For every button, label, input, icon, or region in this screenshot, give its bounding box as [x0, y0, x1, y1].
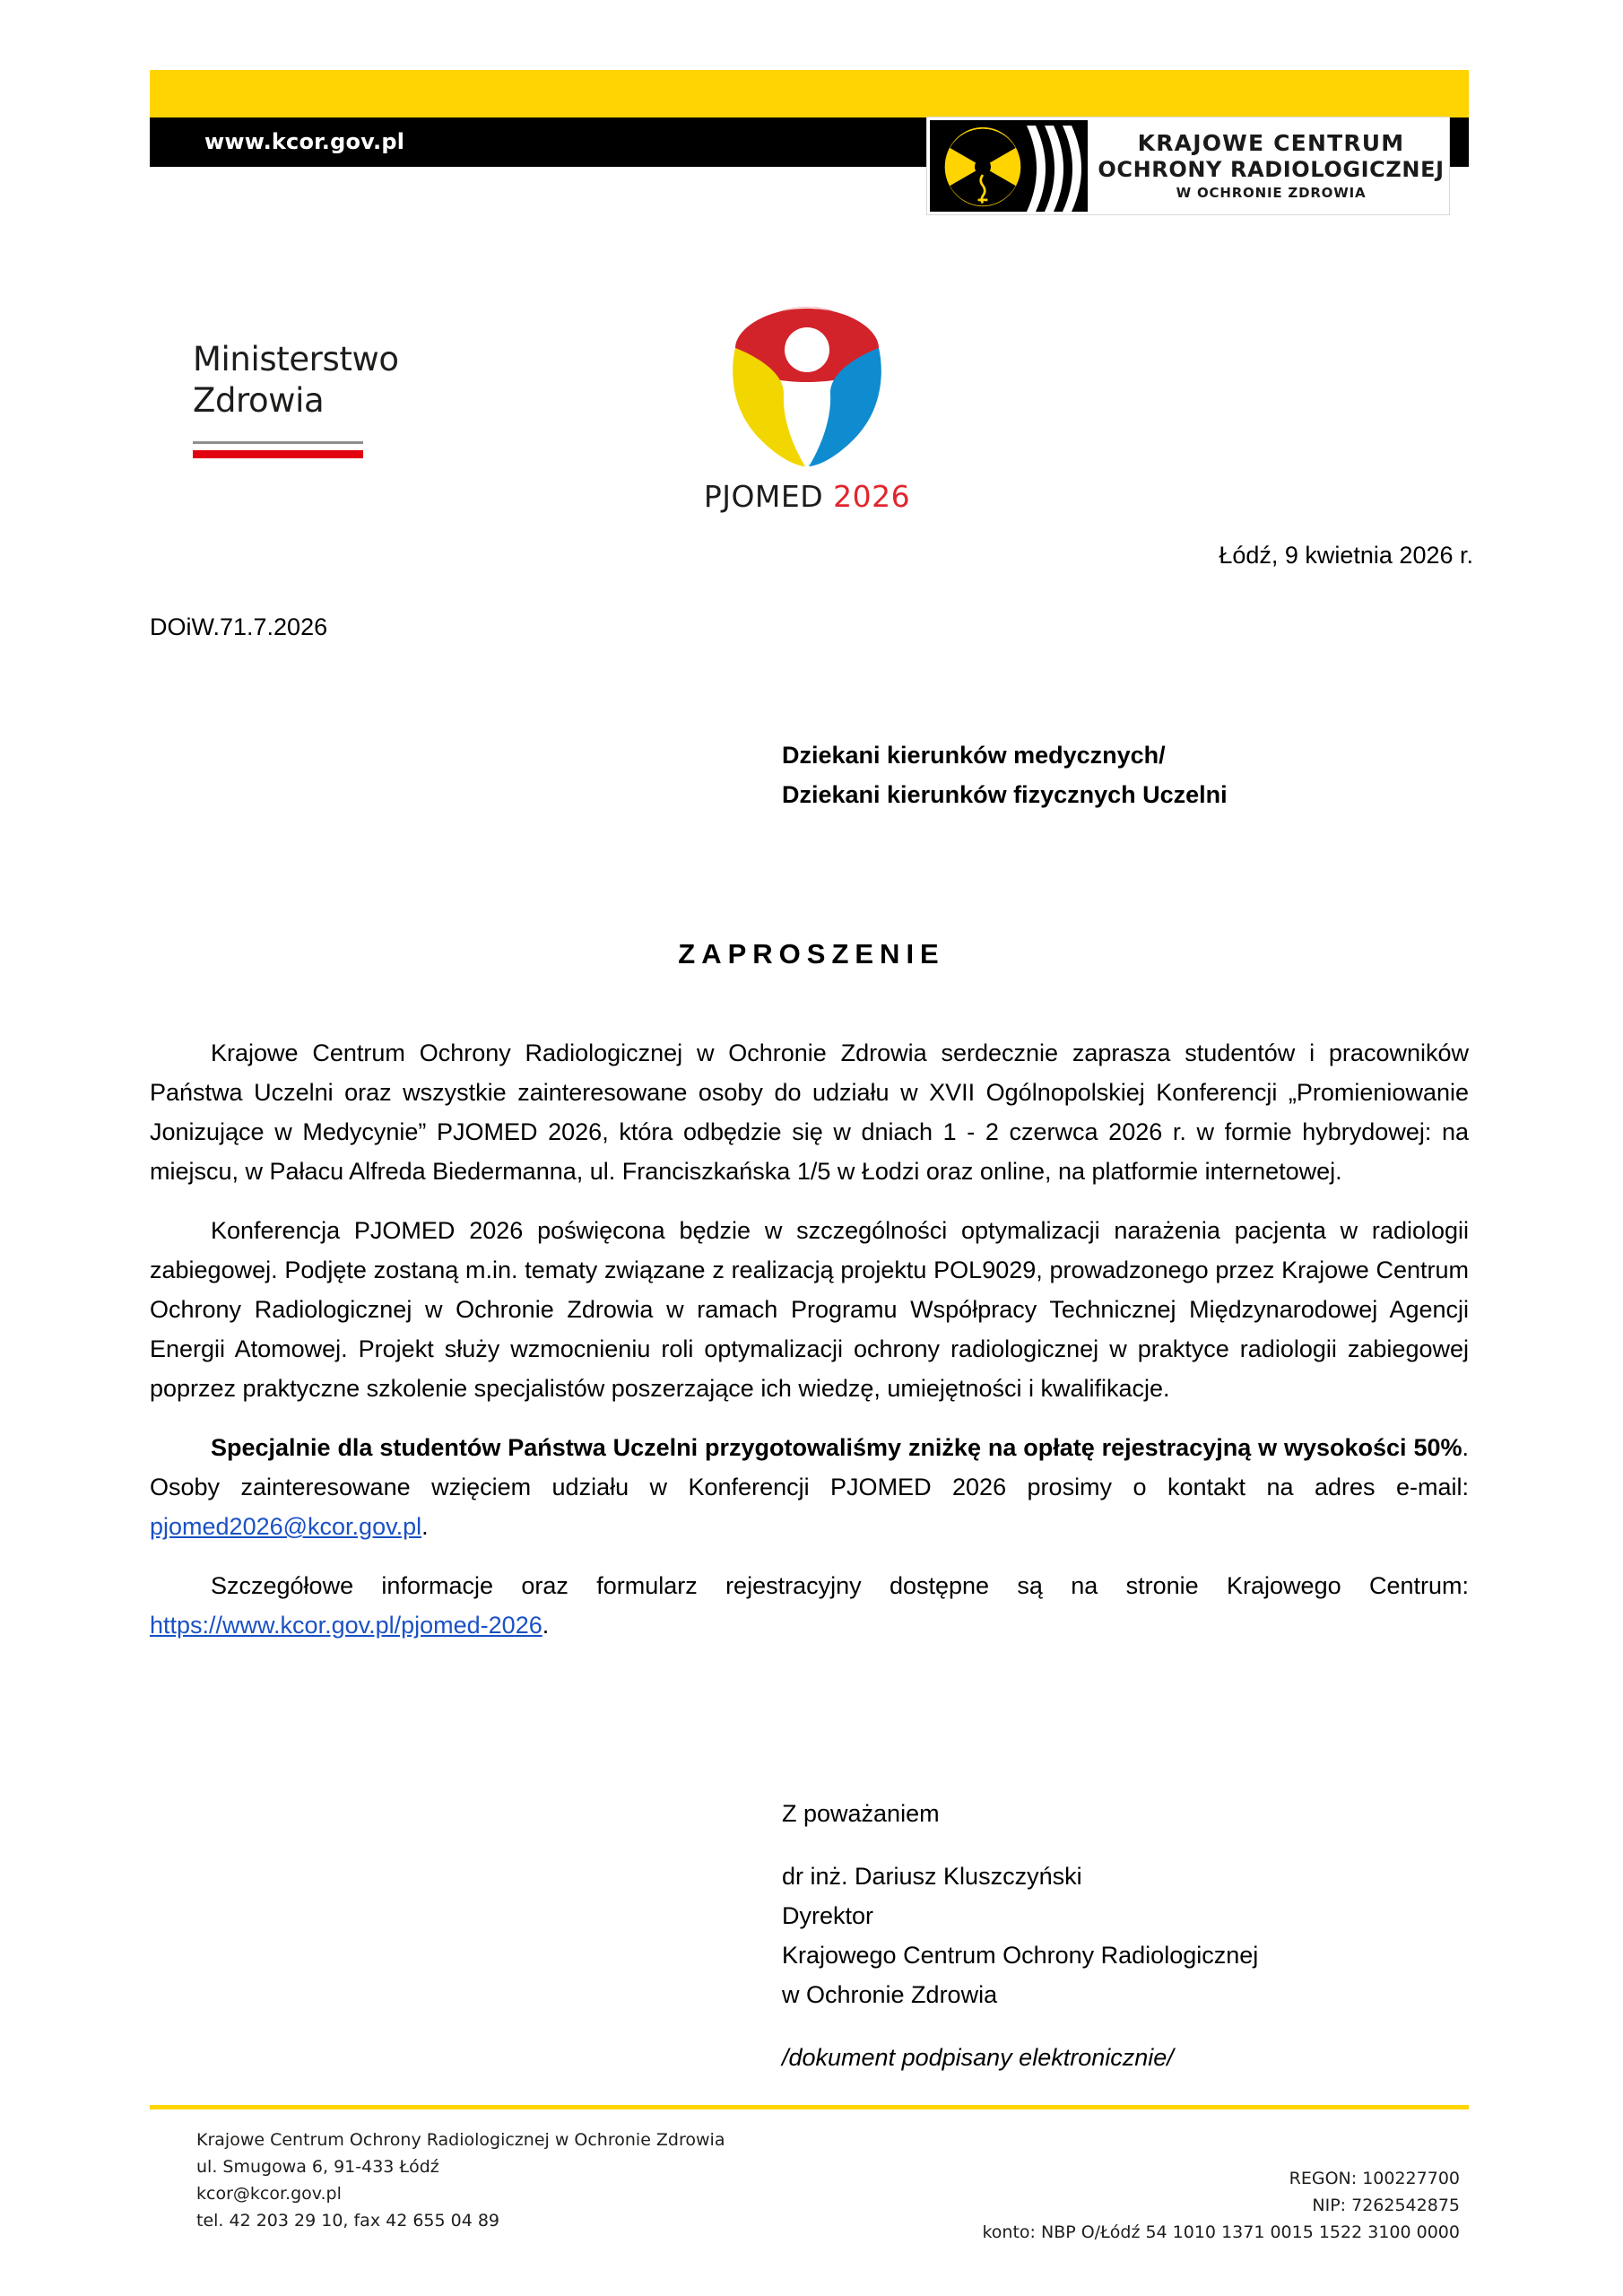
addressee-block: [782, 735, 1228, 814]
signal-waves-icon: [1023, 124, 1086, 213]
letter-title: ZAPROSZENIE: [678, 938, 945, 970]
kcor-logo-line3: W OCHRONIE ZDROWIA: [1176, 184, 1367, 201]
signature-name: dr inż. Dariusz Kluszczyński: [782, 1863, 1082, 1890]
kcor-logo: [926, 117, 1450, 215]
header-yellow-bar: [150, 70, 1469, 117]
letter-date: Łódź, 9 kwietnia 2026 r.: [1219, 542, 1473, 569]
ministry-grey-rule: [193, 441, 363, 444]
pjomed-wordmark: [681, 479, 933, 515]
signature-role: Dyrektor: [782, 1902, 874, 1929]
addressee-line-1: Dziekani kierunków medycznych/: [782, 742, 1166, 769]
pjomed-figure-icon: [717, 296, 897, 475]
letter-reference-number: DOiW.71.7.2026: [150, 613, 328, 640]
ministry-logo-line2: Zdrowia: [193, 381, 325, 420]
kcor-logo-line1: KRAJOWE CENTRUM: [1137, 129, 1405, 156]
footer-divider: [150, 2105, 1469, 2109]
footer-right-line-0: REGON: 100227700: [1289, 2169, 1460, 2188]
ministry-of-health-logo: [193, 339, 480, 458]
radiation-symbol-icon: [942, 126, 1023, 208]
footer-right-line-1: NIP: 7262542875: [1312, 2196, 1460, 2215]
signature-greeting: Z poważaniem: [782, 1800, 940, 1827]
ministry-logo-line1: Ministerstwo: [193, 340, 399, 378]
addressee-line-2: Dziekani kierunków fizycznych Uczelni: [782, 781, 1228, 808]
paragraph-3-rest: . Osoby zainteresowane wzięciem udziału w Konferencji PJOMED 2026 prosimy o kontakt na adres e-mail:: [150, 1434, 1469, 1500]
pjomed-name: PJOMED: [703, 479, 824, 514]
kcor-logo-text: [1088, 117, 1449, 214]
kcor-logo-mark: [930, 120, 1088, 212]
paragraph-4-end: .: [542, 1612, 550, 1639]
paragraph-3-end: .: [421, 1513, 429, 1540]
registration-website-link[interactable]: https://www.kcor.gov.pl/pjomed-2026: [150, 1612, 542, 1639]
signature-org-line-1: Krajowego Centrum Ochrony Radiologicznej: [782, 1942, 1259, 1969]
pjomed-logo: [681, 296, 933, 515]
footer-right-line-2: konto: NBP O/Łódź 54 1010 1371 0015 1522 3100 0000: [982, 2222, 1460, 2242]
footer-left-line-0: Krajowe Centrum Ochrony Radiologicznej w Ochronie Zdrowia: [196, 2130, 725, 2150]
paragraph-4: [150, 1566, 1469, 1645]
signature-block: [782, 1794, 1258, 2077]
paragraph-4-pre: Szczegółowe informacje oraz formularz rejestracyjny dostępne są na stronie Krajowego Centrum:: [211, 1572, 1469, 1599]
pjomed-year: 2026: [833, 479, 911, 514]
paragraph-1: Krajowe Centrum Ochrony Radiologicznej w Ochronie Zdrowia serdecznie zaprasza studentów i pracowników Państwa Uczelni oraz wszystkie zainteresowane osoby do udziału w XVII Ogólnopolskiej Konferencji „Promieniowanie Jonizujące w Medycynie” PJOMED 2026, która odbędzie się w dniach 1 - 2 czerwca 2026 r. w formie hybrydowej: na miejscu, w Pałacu Alfreda Biedermanna, ul. Franciszkańska 1/5 w Łodzi oraz online, na platformie internetowej.: [150, 1039, 1469, 1185]
discount-highlight: Specjalnie dla studentów Państwa Uczelni przygotowaliśmy zniżkę na opłatę rejestracyjną w wysokości 50%: [211, 1434, 1462, 1461]
footer-registry-info: [982, 2126, 1469, 2246]
footer-contact-info: [150, 2126, 725, 2234]
kcor-logo-line2: OCHRONY RADIOLOGICZNEJ: [1098, 156, 1445, 182]
ministry-red-rule: [193, 450, 363, 458]
footer: [150, 2126, 1469, 2246]
website-url: www.kcor.gov.pl: [204, 129, 405, 154]
signature-org-line-2: w Ochronie Zdrowia: [782, 1981, 998, 2008]
letter-body: [150, 1033, 1469, 1645]
paragraph-2: Konferencja PJOMED 2026 poświęcona będzie w szczególności optymalizacji narażenia pacjenta w radiologii zabiegowej. Podjęte zostaną m.in. tematy związane z realizacją projektu POL9029, prowadzonego przez Krajowe Centrum Ochrony Radiologicznej w Ochronie Zdrowia w ramach Programu Współpracy Technicznej Międzynarodowej Agencji Energii Atomowej. Projekt służy wzmocnieniu roli optymalizacji ochrony radiologicznej w praktyce radiologii zabiegowej poprzez praktyczne szkolenie specjalistów poszerzające ich wiedzę, umiejętności i kwalifikacje.: [150, 1217, 1469, 1402]
footer-left-line-2: kcor@kcor.gov.pl: [196, 2184, 342, 2204]
contact-email-link[interactable]: pjomed2026@kcor.gov.pl: [150, 1513, 422, 1540]
footer-left-line-3: tel. 42 203 29 10, fax 42 655 04 89: [196, 2211, 500, 2231]
footer-left-line-1: ul. Smugowa 6, 91-433 Łódź: [196, 2157, 439, 2177]
paragraph-3: [150, 1428, 1469, 1546]
pjomed-logo-mark: [717, 296, 897, 475]
electronic-signature-note: /dokument podpisany elektronicznie/: [782, 2044, 1174, 2071]
